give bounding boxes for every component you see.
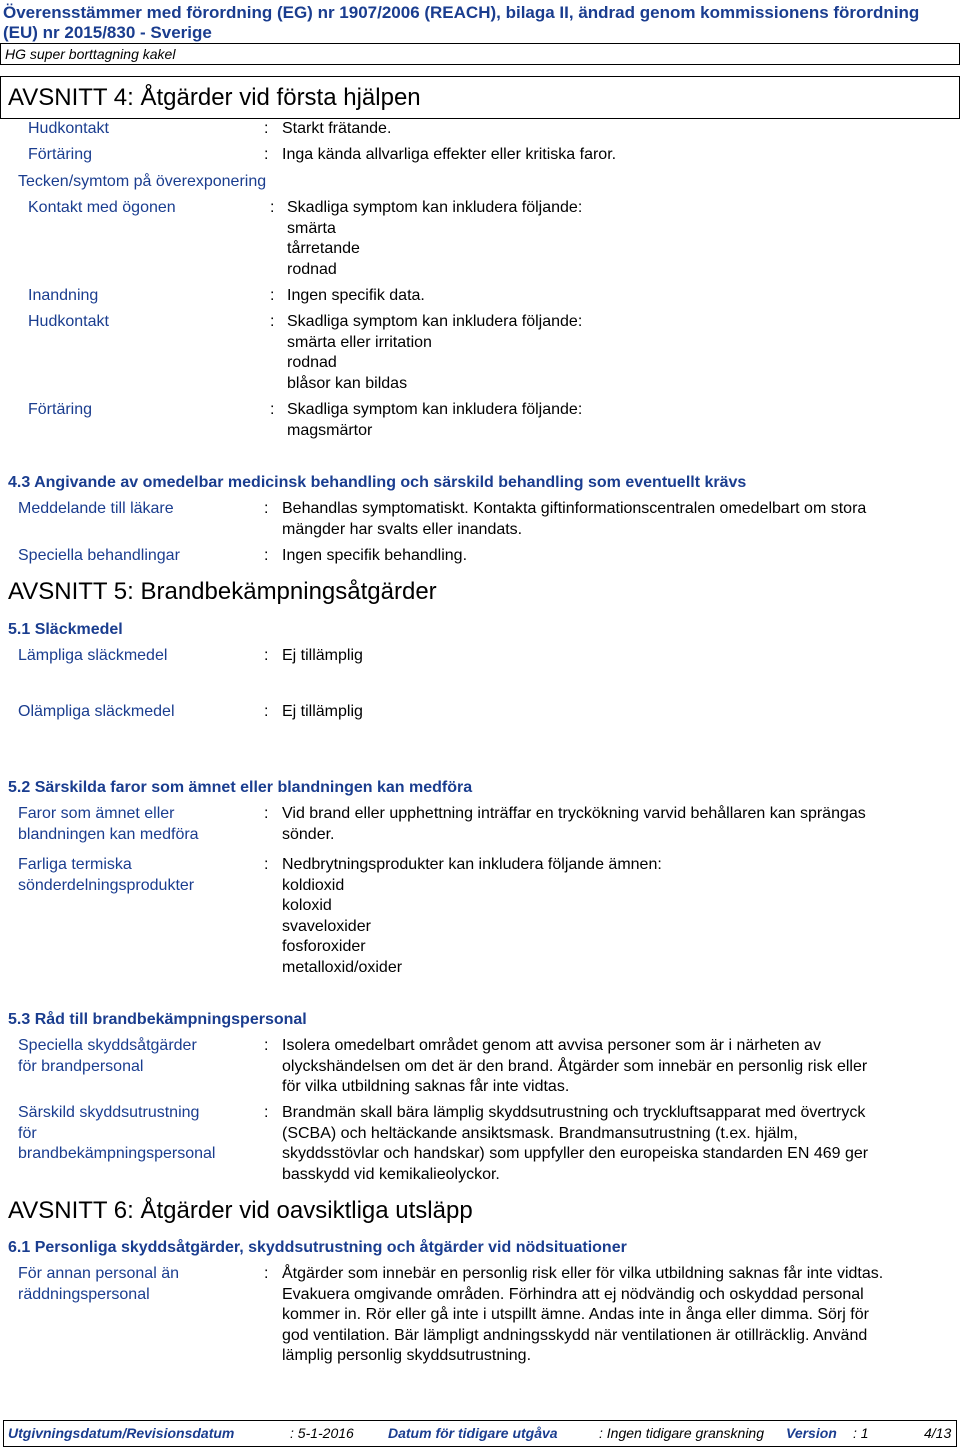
colon: : [270,287,275,304]
colon: : [270,199,275,216]
olampliga-label: Olämpliga släckmedel [18,703,175,720]
faror-label: Faror som ämnet eller blandningen kan medföra [18,805,199,843]
subsection-5-2-heading: 5.2 Särskilda faror som ämnet eller blandningen kan medföra [8,779,473,796]
subsection-5-1-heading: 5.1 Släckmedel [8,621,123,638]
inandning-value: Ingen specifik data. [287,287,425,304]
skydd-label: Speciella skyddsåtgärder för brandpersonal [18,1037,197,1075]
termiska-value: Nedbrytningsprodukter kan inkludera följande ämnen: koldioxid koloxid svaveloxider fosforoxider metalloxid/oxider [282,856,662,976]
utrustning-label: Särskild skyddsutrustning för brandbekämpningspersonal [18,1104,216,1162]
section-5-title: AVSNITT 5: Brandbekämpningsåtgärder [8,578,437,605]
colon: : [264,1037,269,1054]
previous-date-label: Datum för tidigare utgåva [388,1425,558,1441]
fortaring-symptom-label: Förtäring [28,401,93,418]
fortaring-symptom-value: Skadliga symptom kan inkludera följande: magsmärtor [287,401,583,439]
lampliga-value: Ej tillämplig [282,647,363,664]
lakare-value: Behandlas symptomatiskt. Kontakta giftinformationscentralen omedelbart om stora mängder har svalts eller inandats. [282,500,867,538]
hudkontakt-symptom-value: Skadliga symptom kan inkludera följande: smärta eller irritation rodnad blåsor kan bildas [287,313,583,392]
colon: : [264,547,269,564]
section-6-title: AVSNITT 6: Åtgärder vid oavsiktliga utsläpp [8,1197,473,1224]
ogon-value: Skadliga symptom kan inkludera följande: smärta tårretande rodnad [287,199,583,278]
subsection-4-3-heading: 4.3 Angivande av omedelbar medicinsk behandling och särskild behandling som eventuellt krävs [8,474,747,491]
previous-date-value: : Ingen tidigare granskning [599,1425,764,1441]
colon: : [264,805,269,822]
issue-date-value: : 5-1-2016 [290,1425,354,1441]
colon: : [264,1265,269,1282]
behandling-value: Ingen specifik behandling. [282,547,468,564]
symptoms-heading: Tecken/symtom på överexponering [18,173,267,190]
page-number: 4/13 [924,1425,952,1441]
personal-label: För annan personal än räddningspersonal [18,1265,179,1303]
fortaring-value: Inga kända allvarliga effekter eller kritiska faror. [282,146,617,163]
section-4-title: AVSNITT 4: Åtgärder vid första hjälpen [8,84,421,111]
hudkontakt-symptom-label: Hudkontakt [28,313,109,330]
colon: : [264,1104,269,1121]
colon: : [270,313,275,330]
version-value: : 1 [853,1425,869,1441]
fortaring-label: Förtäring [28,146,93,163]
issue-date-label: Utgivningsdatum/Revisionsdatum [8,1425,235,1441]
colon: : [264,647,269,664]
colon: : [264,500,269,517]
product-name: HG super borttagning kakel [5,46,176,62]
colon: : [264,146,269,163]
termiska-label: Farliga termiska sönderdelningsprodukter [18,856,195,894]
inandning-label: Inandning [28,287,99,304]
personal-value: Åtgärder som innebär en personlig risk eller för vilka utbildning saknas får inte vidtas. Evakuera omgivande områden. Förhindra att ej nödvändig och oskyddad personal kommer in. Rör eller gå inte i utspillt ämne. Andas inte in ånga eller dimma. Sörj för god ventilation. Bär lämpligt andningsskydd när ventilationen är otillräcklig. Använd lämplig personlig skyddsutrustning. [282,1265,884,1364]
regulation-line-1: Överensstämmer med förordning (EG) nr 1907/2006 (REACH), bilaga II, ändrad genom kommissionens förordning [3,3,920,22]
lakare-label: Meddelande till läkare [18,500,174,517]
regulation-line-2: (EU) nr 2015/830 - Sverige [3,23,212,42]
colon: : [264,120,269,137]
ogon-label: Kontakt med ögonen [28,199,176,216]
subsection-6-1-heading: 6.1 Personliga skyddsåtgärder, skyddsutrustning och åtgärder vid nödsituationer [8,1239,627,1256]
colon: : [264,703,269,720]
behandling-label: Speciella behandlingar [18,547,180,564]
lampliga-label: Lämpliga släckmedel [18,647,168,664]
colon: : [264,856,269,873]
colon: : [270,401,275,418]
olampliga-value: Ej tillämplig [282,703,363,720]
hudkontakt-label: Hudkontakt [28,120,109,137]
version-label: Version [786,1425,837,1441]
utrustning-value: Brandmän skall bära lämplig skyddsutrustning och tryckluftsapparat med övertryck (SCBA) och heltäckande ansiktsmask. Brandmansutrustning (t.ex. hjälm, skyddsstövlar och handskar) som uppfyller den europeiska standarden EN 469 ger basskydd vid kemikalieolyckor. [282,1104,869,1183]
hudkontakt-value: Starkt frätande. [282,120,392,137]
subsection-5-3-heading: 5.3 Råd till brandbekämpningspersonal [8,1011,307,1028]
faror-value: Vid brand eller upphettning inträffar en tryckökning varvid behållaren kan sprängas sönder. [282,805,866,843]
skydd-value: Isolera omedelbart området genom att avvisa personer som är i närheten av olyckshändelsen om det är den brand. Åtgärder som innebär en personlig risk eller för vilka utbildning saknas får inte vidtas. [282,1037,868,1095]
